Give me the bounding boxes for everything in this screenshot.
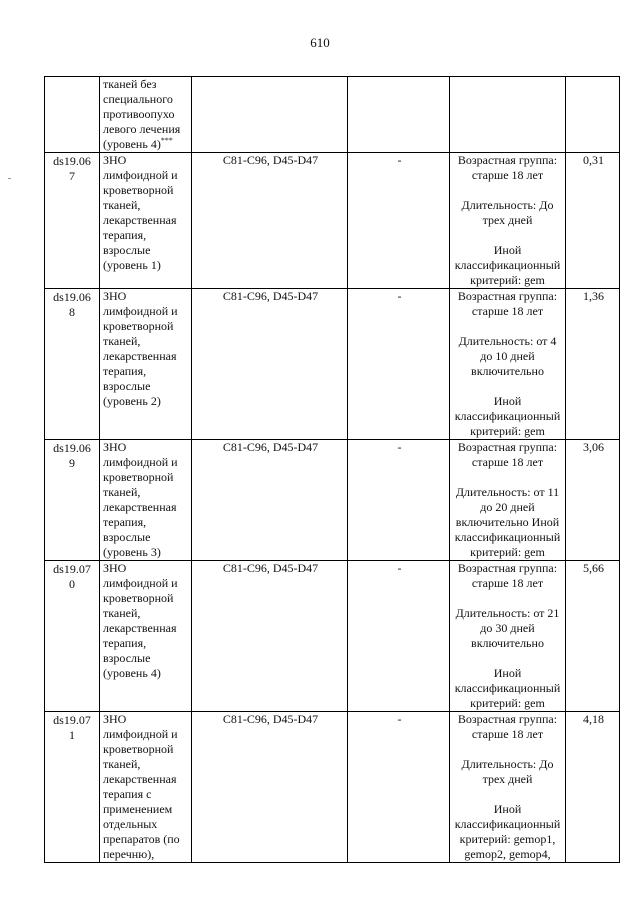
- row-name-line: взрослые: [103, 243, 151, 257]
- coef-cell: [566, 712, 620, 863]
- row-name-line: тканей без: [103, 77, 157, 91]
- row-diagnosis-codes: C81-C96, D45-D47: [222, 712, 319, 726]
- row-name-line: применением: [103, 802, 173, 816]
- row-criteria-line: старше 18 лет: [471, 727, 544, 741]
- row-name-line: взрослые: [103, 379, 151, 393]
- diagnosis-cell: [192, 561, 348, 712]
- paragraph-gap: [451, 651, 564, 666]
- row-name-line: лекарственная: [103, 213, 177, 227]
- code-cell: [45, 77, 100, 153]
- procedure-cell: [348, 153, 450, 289]
- row-name-line: (уровень 1): [103, 258, 161, 272]
- row-name-line: терапия,: [103, 515, 147, 529]
- row-name-line: лимфоидной и: [103, 727, 178, 741]
- row-code: [47, 290, 97, 320]
- table-row: [45, 712, 620, 863]
- code-cell: [45, 561, 100, 712]
- row-name-line: лекарственная: [103, 500, 177, 514]
- row-code-part: ds19.07: [53, 562, 91, 576]
- row-name-line: (уровень 3): [103, 545, 161, 559]
- row-name-line: (уровень 4)***: [103, 136, 173, 151]
- row-code: [47, 562, 97, 592]
- code-cell: [45, 153, 100, 289]
- diagnosis-cell: [192, 440, 348, 561]
- page-number: 610: [310, 35, 330, 50]
- row-criteria-line: Возрастная группа:: [457, 712, 558, 726]
- row-name-line: тканей,: [103, 198, 141, 212]
- row-criteria-line: до 20 дней: [480, 500, 535, 514]
- scan-artifact: [8, 178, 11, 179]
- row-criteria-line: Возрастная группа:: [457, 561, 558, 575]
- row-criteria-line: классификационный: [454, 817, 561, 831]
- row-name-line: лимфоидной и: [103, 576, 178, 590]
- row-name-line: кроветворной: [103, 742, 174, 756]
- coef-cell: [566, 440, 620, 561]
- coef-cell: [566, 561, 620, 712]
- table-row: [45, 289, 620, 440]
- paragraph-gap: [451, 742, 564, 757]
- row-criteria-line: до 10 дней: [480, 349, 535, 363]
- row-criteria-line: Длительность: от 4: [458, 334, 557, 348]
- coef-cell: [566, 153, 620, 289]
- row-code: [47, 441, 97, 471]
- procedure-cell: [348, 77, 450, 153]
- row-name-line: ЗНО: [103, 561, 127, 575]
- paragraph-gap: [451, 183, 564, 198]
- row-criteria-line: классификационный: [454, 258, 561, 272]
- row-name-line: кроветворной: [103, 319, 174, 333]
- criteria-cell: [450, 561, 566, 712]
- row-name-line: лекарственная: [103, 621, 177, 635]
- coef-cell: [566, 77, 620, 153]
- row-code-part: ds19.06: [53, 290, 91, 304]
- row-name-line: тканей,: [103, 606, 141, 620]
- name-cell: [100, 153, 192, 289]
- row-name-line: перечню),: [103, 847, 155, 861]
- row-code-part: 0: [69, 577, 75, 591]
- row-coefficient: 3,06: [583, 440, 604, 454]
- row-criteria-line: Длительность: от 21: [455, 606, 560, 620]
- row-name-line: противоопухо: [103, 107, 175, 121]
- row-name-line: лимфоидной и: [103, 168, 178, 182]
- row-name-line: тканей,: [103, 334, 141, 348]
- row-name-line: препаратов (по: [103, 832, 180, 846]
- row-criteria-line: Возрастная группа:: [457, 289, 558, 303]
- row-procedure-codes: -: [397, 712, 402, 726]
- row-criteria-line: Иной: [493, 802, 522, 816]
- name-cell: [100, 289, 192, 440]
- row-name-line: взрослые: [103, 651, 151, 665]
- row-coefficient: 1,36: [583, 289, 604, 303]
- row-code-part: 8: [69, 305, 75, 319]
- row-name-line: терапия,: [103, 364, 147, 378]
- row-criteria-line: включительно Иной: [455, 515, 560, 529]
- row-criteria-line: критерий: gem: [470, 696, 545, 710]
- row-procedure-codes: -: [397, 440, 402, 454]
- table-row: [45, 561, 620, 712]
- row-name-line: ЗНО: [103, 712, 127, 726]
- row-procedure-codes: -: [397, 153, 402, 167]
- name-cell: [100, 712, 192, 863]
- row-name-line: терапия,: [103, 228, 147, 242]
- paragraph-gap: [451, 228, 564, 243]
- procedure-cell: [348, 289, 450, 440]
- criteria-cell: [450, 440, 566, 561]
- row-code-part: ds19.07: [53, 713, 91, 727]
- name-cell: [100, 561, 192, 712]
- row-criteria-line: трех дней: [482, 772, 533, 786]
- criteria-cell: [450, 77, 566, 153]
- row-criteria-line: старше 18 лет: [471, 168, 544, 182]
- row-criteria-line: Иной: [493, 666, 522, 680]
- row-code: [47, 713, 97, 743]
- criteria-cell: [450, 712, 566, 863]
- tariff-table: [44, 76, 620, 863]
- row-name-line: тканей,: [103, 757, 141, 771]
- row-diagnosis-codes: C81-C96, D45-D47: [222, 561, 319, 575]
- paragraph-gap: [451, 787, 564, 802]
- row-criteria-line: Возрастная группа:: [457, 440, 558, 454]
- row-criteria-line: Длительность: До: [461, 757, 554, 771]
- row-criteria-line: критерий: gem: [470, 424, 545, 438]
- row-diagnosis-codes: C81-C96, D45-D47: [222, 153, 319, 167]
- row-code-part: 1: [69, 728, 75, 742]
- row-criteria-line: до 30 дней: [480, 621, 535, 635]
- row-criteria-line: старше 18 лет: [471, 455, 544, 469]
- row-name-line: взрослые: [103, 530, 151, 544]
- row-name-line: лимфоидной и: [103, 304, 178, 318]
- procedure-cell: [348, 712, 450, 863]
- row-name-line: кроветворной: [103, 470, 174, 484]
- row-code-part: 7: [69, 169, 75, 183]
- row-criteria-line: Длительность: от 11: [455, 485, 560, 499]
- row-name-line: специального: [103, 92, 173, 106]
- diagnosis-cell: [192, 153, 348, 289]
- row-procedure-codes: -: [397, 289, 402, 303]
- row-criteria-line: включительно: [471, 364, 544, 378]
- row-procedure-codes: -: [397, 561, 402, 575]
- procedure-cell: [348, 561, 450, 712]
- row-criteria-line: классификационный: [454, 409, 561, 423]
- row-criteria-line: старше 18 лет: [471, 304, 544, 318]
- row-criteria-line: критерий: gem: [470, 273, 545, 287]
- row-name-line: (уровень 4): [103, 666, 161, 680]
- row-name-line: тканей,: [103, 485, 141, 499]
- row-criteria-line: старше 18 лет: [471, 576, 544, 590]
- code-cell: [45, 440, 100, 561]
- row-coefficient: 4,18: [583, 712, 604, 726]
- row-code-part: 9: [69, 456, 75, 470]
- row-criteria-line: Длительность: До: [461, 198, 554, 212]
- row-name-line: левого лечения: [103, 122, 181, 136]
- row-code: [47, 154, 97, 184]
- row-criteria-line: Иной: [493, 394, 522, 408]
- row-name-line: ЗНО: [103, 289, 127, 303]
- row-code-part: ds19.06: [53, 154, 91, 168]
- row-criteria-line: gemop2, gemop4,: [464, 847, 551, 861]
- code-cell: [45, 712, 100, 863]
- row-name-line: терапия с: [103, 787, 152, 801]
- row-criteria-line: Возрастная группа:: [457, 153, 558, 167]
- criteria-cell: [450, 289, 566, 440]
- table-row: [45, 440, 620, 561]
- diagnosis-cell: [192, 289, 348, 440]
- name-cell: [100, 77, 192, 153]
- row-diagnosis-codes: C81-C96, D45-D47: [222, 440, 319, 454]
- footnote-marker: ***: [160, 136, 173, 145]
- row-name-line: терапия,: [103, 636, 147, 650]
- row-diagnosis-codes: C81-C96, D45-D47: [222, 289, 319, 303]
- table-row: [45, 153, 620, 289]
- row-code-part: ds19.06: [53, 441, 91, 455]
- row-criteria-line: классификационный: [454, 681, 561, 695]
- procedure-cell: [348, 440, 450, 561]
- row-criteria-line: критерий: gemop1,: [459, 832, 556, 846]
- row-criteria-line: трех дней: [482, 213, 533, 227]
- row-name-line: ЗНО: [103, 440, 127, 454]
- criteria-cell: [450, 153, 566, 289]
- table-body: [45, 77, 620, 863]
- diagnosis-cell: [192, 77, 348, 153]
- row-name-line: лимфоидной и: [103, 455, 178, 469]
- row-coefficient: 5,66: [583, 561, 604, 575]
- paragraph-gap: [451, 379, 564, 394]
- paragraph-gap: [451, 319, 564, 334]
- code-cell: [45, 289, 100, 440]
- paragraph-gap: [451, 470, 564, 485]
- coef-cell: [566, 289, 620, 440]
- row-criteria-line: Иной: [493, 243, 522, 257]
- row-name-line: (уровень 2): [103, 394, 161, 408]
- row-name-line: отдельных: [103, 817, 158, 831]
- row-name-line: лекарственная: [103, 349, 177, 363]
- paragraph-gap: [451, 591, 564, 606]
- table-row: [45, 77, 620, 153]
- name-cell: [100, 440, 192, 561]
- row-name-line: ЗНО: [103, 153, 127, 167]
- row-criteria-line: классификационный: [454, 530, 561, 544]
- row-name-line: кроветворной: [103, 183, 174, 197]
- row-name-line: лекарственная: [103, 772, 177, 786]
- row-criteria-line: критерий: gem: [470, 545, 545, 559]
- diagnosis-cell: [192, 712, 348, 863]
- row-criteria-line: включительно: [471, 636, 544, 650]
- row-name-line: кроветворной: [103, 591, 174, 605]
- row-coefficient: 0,31: [583, 153, 604, 167]
